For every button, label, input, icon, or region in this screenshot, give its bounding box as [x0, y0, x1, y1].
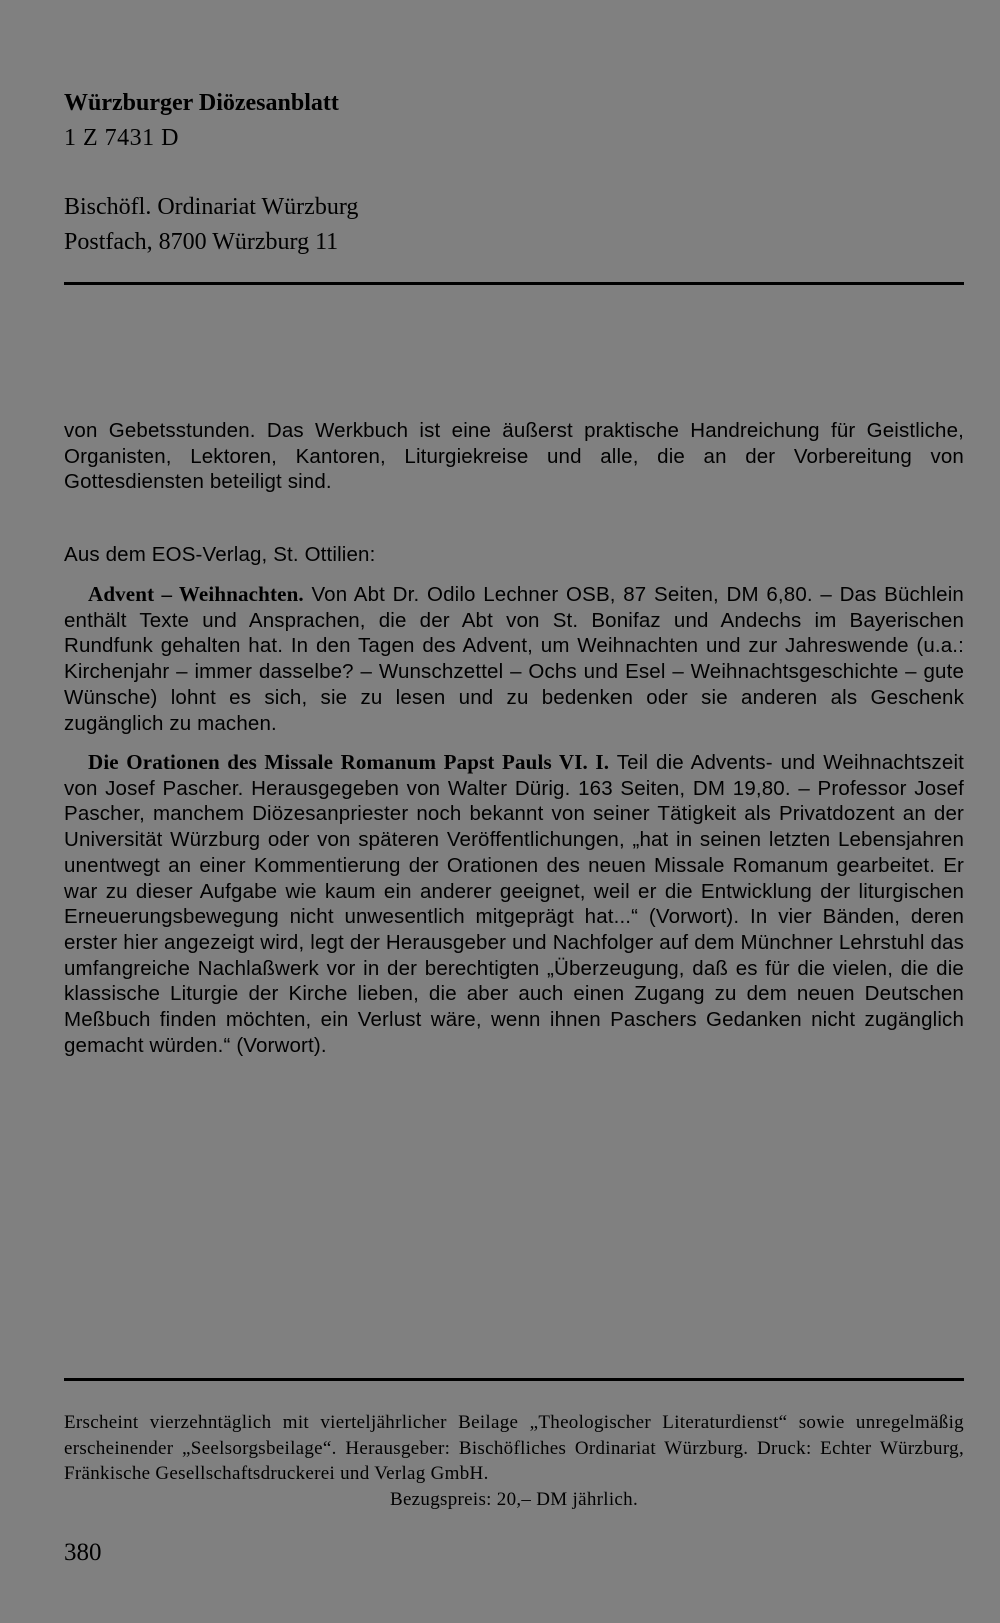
colophon: [64, 1410, 964, 1512]
document-page: [64, 0, 964, 1623]
subscription-price: Bezugspreis: 20,– DM jährlich.: [389, 1488, 639, 1510]
header-divider: [64, 282, 964, 285]
entry-title: Die Orationen des Missale Romanum Papst Pauls VI. I.: [88, 750, 610, 774]
publication-title: Würzburger Diözesanblatt: [64, 90, 339, 116]
page-number: 380: [64, 1539, 102, 1566]
footer-divider: [64, 1378, 964, 1381]
intro-paragraph: von Gebetsstunden. Das Werkbuch ist eine äußerst praktische Handreichung für Geistliche, Organisten, Lektoren, Kantoren, Liturgiekreise und alle, die an der Vorbereitung von Gottesdiensten beteiligt sind.: [64, 419, 964, 494]
entry-title: Advent – Weihnachten.: [88, 582, 304, 606]
publisher-line: Aus dem EOS-Verlag, St. Ottilien:: [64, 543, 376, 566]
entry-orationen: [64, 750, 964, 1058]
entry-text: Von Abt Dr. Odilo Lechner OSB, 87 Seiten, DM 6,80. – Das Büchlein enthält Texte und Ansprachen, die der Abt von St. Bonifaz und Andechs im Bayerischen Rundfunk gehalten hat. In den Tagen des Advent, um Weihnachten und zur Jahreswende (u.a.: Kirchenjahr – immer dasselbe? – Wunschzettel – Ochs und Esel – Weihnachtsgeschichte – gute Wünsche) lohnt es sich, sie zu lesen und zu bedenken oder sie anderen als Geschenk zugänglich zu machen.: [64, 583, 964, 735]
entry-advent-weihnachten: [64, 582, 964, 736]
entry-text: Teil die Advents- und Weihnachtszeit von Josef Pascher. Herausgegeben von Walter Dürig. 163 Seiten, DM 19,80. – Professor Josef Pascher, manchem Diözesanpriester noch bekannt von seiner Tätigkeit als Privatdozent an der Universität Würzburg oder von späteren Veröffentlichungen, „hat in seinen letzten Lebensjahren unentwegt an einer Kommentierung der Orationen des neuen Missale Romanum gearbeitet. Er war zu dieser Aufgabe wie kaum ein anderer geeignet, weil er die Entwicklung der liturgischen Erneuerungsbewegung nicht unwesentlich mitgeprägt hat...“ (Vorwort). In vier Bänden, deren erster hier angezeigt wird, legt der Herausgeber und Nachfolger auf dem Münchner Lehrstuhl das umfangreiche Nachlaßwerk vor in der berechtigten „Überzeugung, daß es für die vielen, die die klassische Liturgie der Kirche lieben, die aber auch einen Zugang zu dem neuen Deutschen Meßbuch finden möchten, ein Verlust wäre, wenn ihnen Paschers Gedanken nicht zugänglich gemacht würden.“ (Vorwort).: [64, 751, 965, 1057]
address-line-1: Bischöfl. Ordinariat Würzburg: [64, 194, 359, 220]
address-line-2: Postfach, 8700 Würzburg 11: [64, 229, 339, 255]
colophon-text: Erscheint vierzehntäglich mit vierteljährlicher Beilage „Theologischer Literaturdienst“ sowie unregelmäßig erscheinender „Seelsorgsbeilage“. Herausgeber: Bischöfliches Ordinariat Würzburg. Druck: Echter Würzburg, Fränkische Gesellschaftsdruckerei und Verlag GmbH.: [64, 1412, 964, 1484]
postal-code-id: 1 Z 7431 D: [64, 125, 179, 151]
